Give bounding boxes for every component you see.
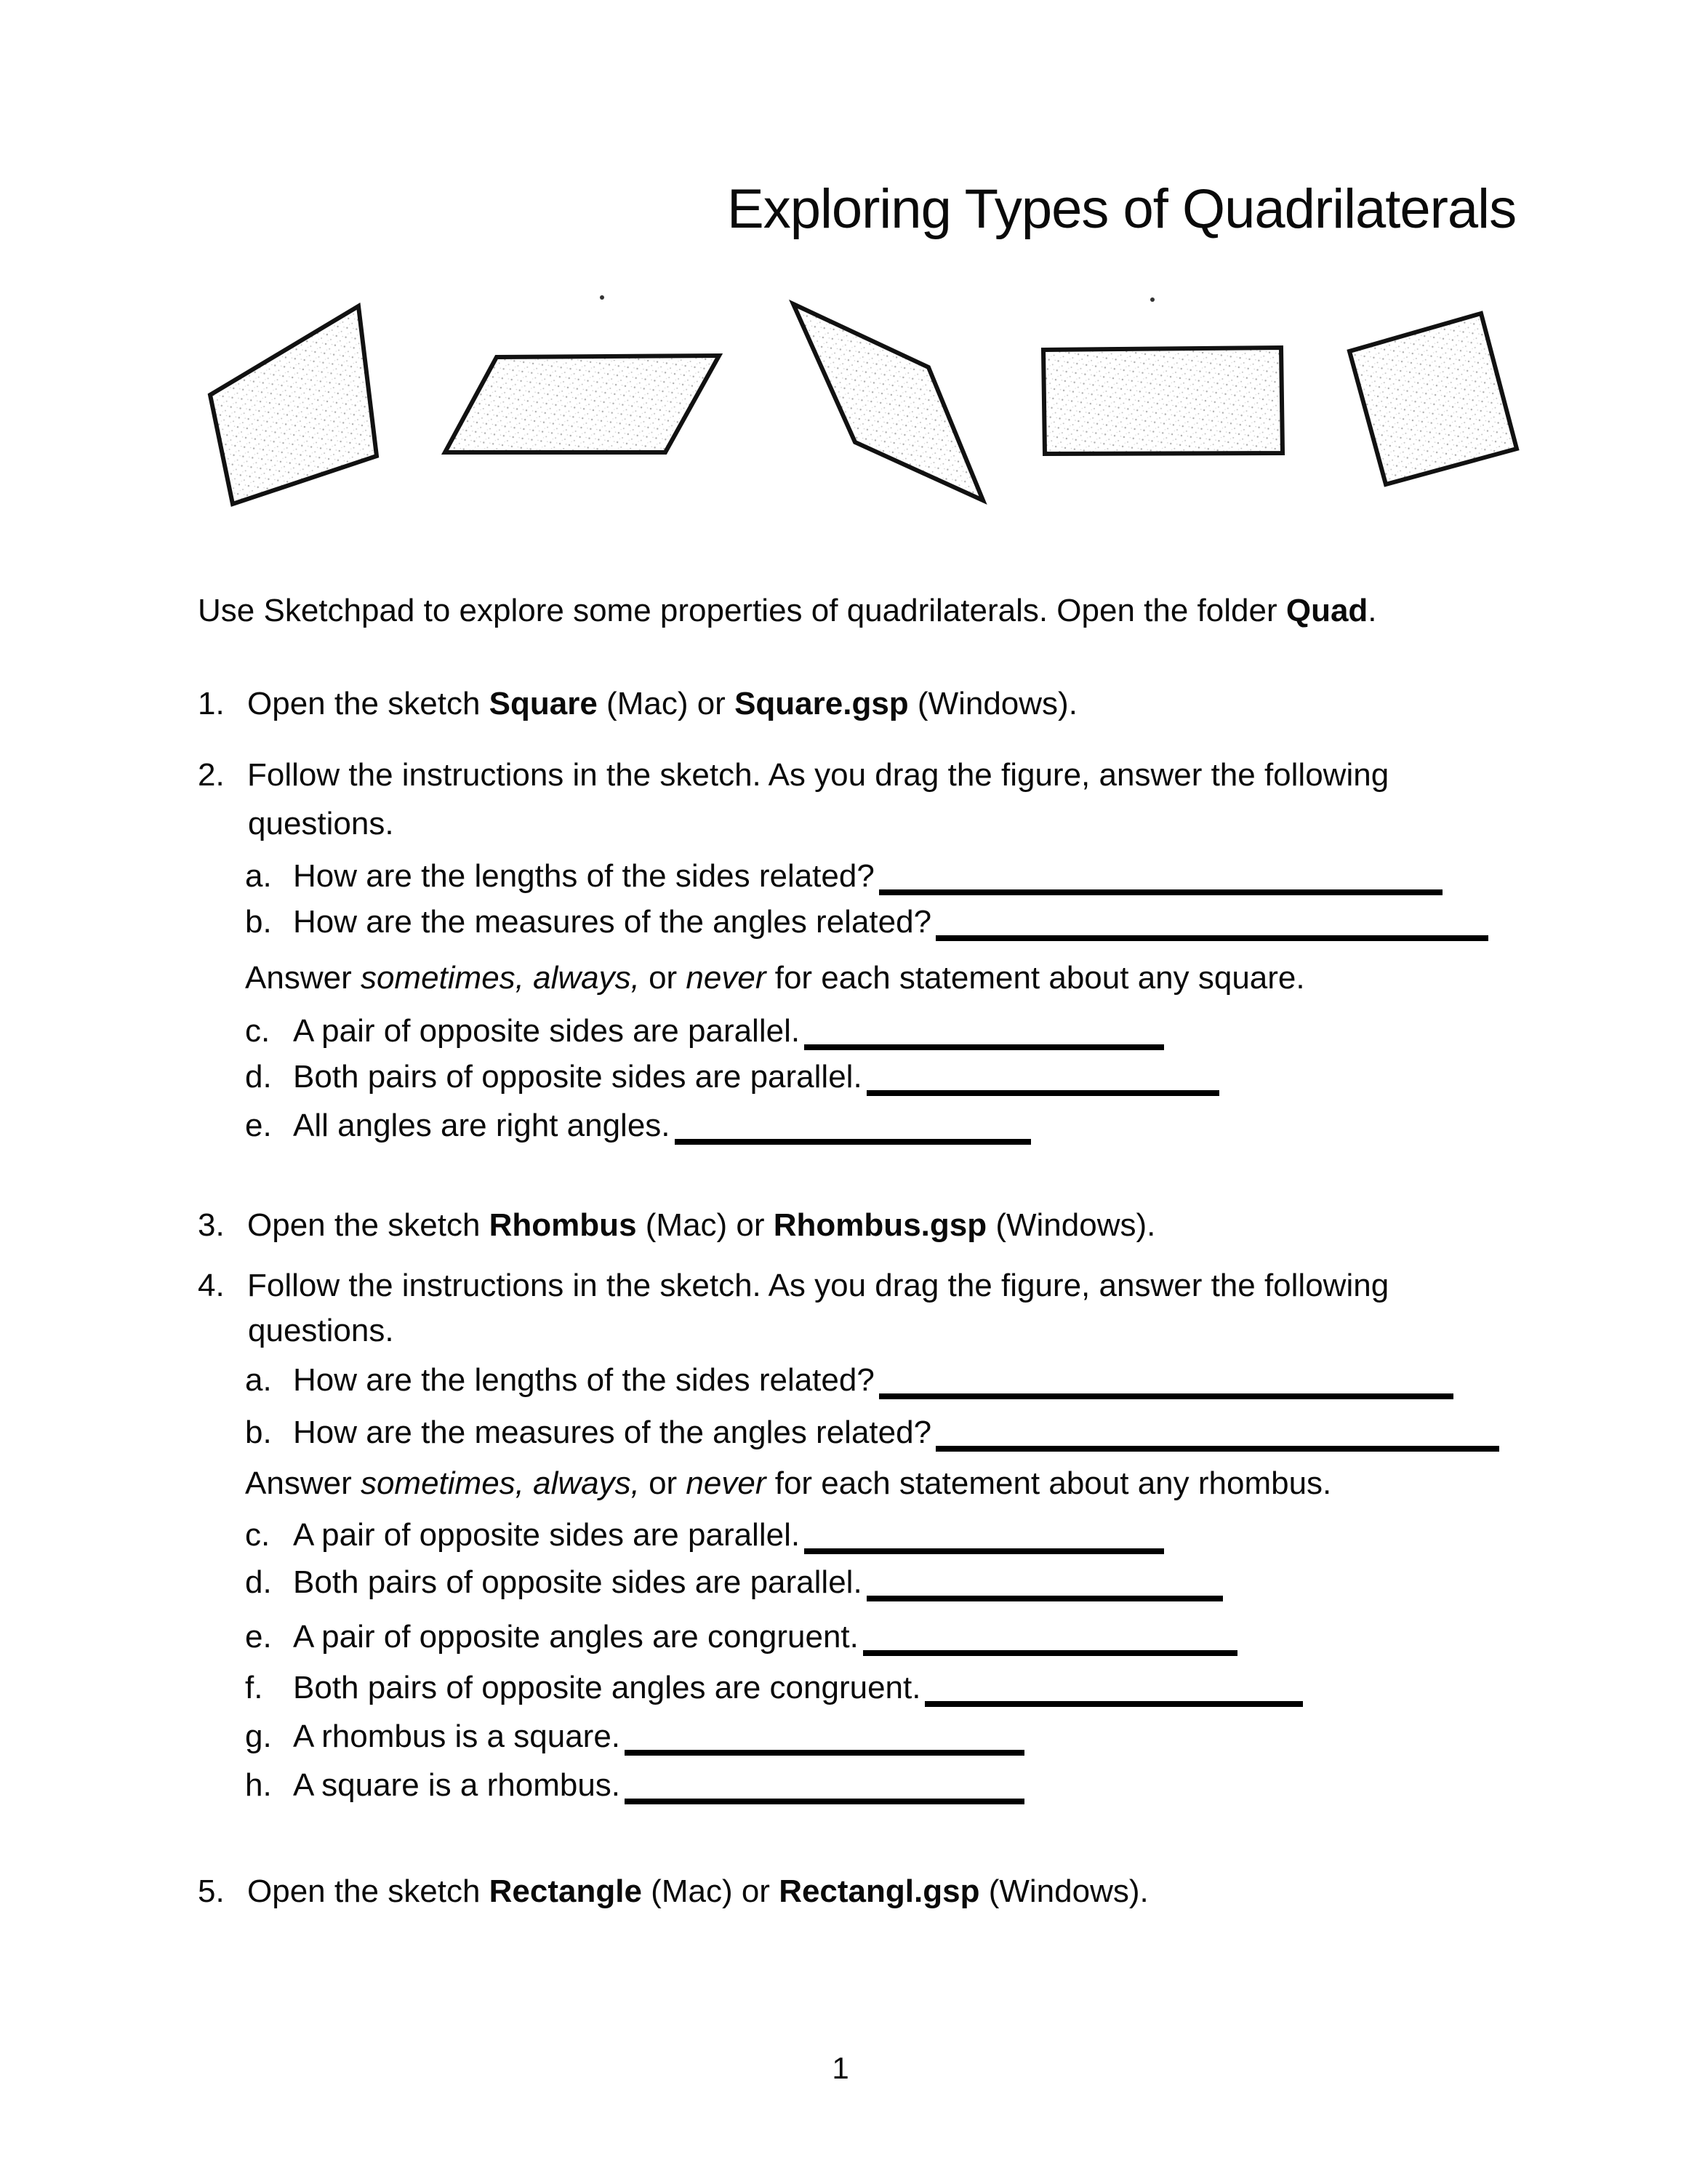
item-4-cont	[248, 1311, 394, 1351]
item-1	[198, 684, 1078, 724]
square-question-d-answer-blank	[867, 1070, 1219, 1096]
item-5-label: 5.	[198, 1873, 225, 1909]
scan-speck-1	[600, 295, 604, 300]
square-question-d	[245, 1057, 1219, 1097]
square-question-a-answer-blank	[879, 869, 1443, 895]
rhombus-question-c-answer-blank	[804, 1528, 1164, 1554]
square-question-d-text: Both pairs of opposite sides are parallel.	[293, 1059, 862, 1095]
item-2-text: Follow the instructions in the sketch. As you drag the figure, answer the following	[247, 757, 1389, 793]
rhombus-question-g-answer-blank	[625, 1729, 1024, 1756]
item-2-cont-text: questions.	[248, 806, 394, 841]
rhombus-question-g	[245, 1716, 1024, 1756]
rhombus-question-d-text: Both pairs of opposite sides are parallel.	[293, 1564, 862, 1600]
rhombus-question-h	[245, 1765, 1024, 1805]
rhombus-question-b-text: How are the measures of the angles related?	[293, 1415, 932, 1450]
rhombus-question-g-text: A rhombus is a square.	[293, 1719, 621, 1754]
square-question-e-label: e.	[245, 1108, 272, 1143]
rhombus-question-f	[245, 1668, 1303, 1708]
item-4-text: Follow the instructions in the sketch. As you drag the figure, answer the following	[247, 1268, 1389, 1303]
square-question-e	[245, 1105, 1031, 1145]
item-3-text: Open the sketch Rhombus (Mac) or Rhombus.gsp (Windows).	[247, 1207, 1156, 1243]
item-4-cont-text: questions.	[248, 1313, 394, 1348]
rhombus-question-d-label: d.	[245, 1564, 272, 1600]
rhombus-question-b-answer-blank	[936, 1425, 1499, 1452]
rhombus-question-f-label: f.	[245, 1670, 263, 1705]
square-answer-note	[245, 958, 1305, 998]
square-question-e-text: All angles are right angles.	[293, 1108, 670, 1143]
rotated-square-sketch	[1349, 313, 1517, 484]
rhombus-question-e-label: e.	[245, 1619, 272, 1655]
square-question-e-answer-blank	[675, 1119, 1031, 1145]
square-question-c	[245, 1011, 1164, 1051]
page-number: 1	[832, 2051, 849, 2085]
item-5	[198, 1871, 1149, 1911]
quadrilateral-sketch-2	[793, 304, 983, 500]
rhombus-answer-note-text: Answer sometimes, always, or never for each statement about any rhombus.	[245, 1465, 1332, 1501]
rhombus-question-e	[245, 1617, 1237, 1657]
parallelogram-sketch	[445, 356, 719, 452]
rhombus-question-h-answer-blank	[625, 1778, 1024, 1804]
square-question-d-label: d.	[245, 1059, 272, 1095]
rhombus-question-e-answer-blank	[863, 1630, 1237, 1656]
item-1-text: Open the sketch Square (Mac) or Square.gsp (Windows).	[247, 686, 1078, 721]
rhombus-question-h-text: A square is a rhombus.	[293, 1767, 621, 1803]
rhombus-question-c-label: c.	[245, 1517, 270, 1553]
rhombus-question-c	[245, 1515, 1164, 1555]
item-3-label: 3.	[198, 1207, 225, 1243]
rectangle-sketch	[1043, 348, 1283, 454]
item-2	[198, 755, 1389, 795]
square-question-c-answer-blank	[804, 1024, 1164, 1050]
rhombus-question-a-text: How are the lengths of the sides related?	[293, 1362, 875, 1398]
rhombus-question-c-text: A pair of opposite sides are parallel.	[293, 1517, 801, 1553]
square-question-b-label: b.	[245, 904, 272, 940]
rhombus-question-d	[245, 1562, 1223, 1602]
item-2-label: 2.	[198, 757, 225, 793]
item-1-label: 1.	[198, 686, 225, 721]
rhombus-question-f-text: Both pairs of opposite angles are congruent.	[293, 1670, 921, 1705]
scan-speck-2	[1150, 297, 1155, 302]
quadrilateral-sketch-1	[210, 306, 377, 504]
rhombus-question-b	[245, 1412, 1499, 1452]
rhombus-question-f-answer-blank	[925, 1681, 1303, 1707]
square-question-a	[245, 856, 1443, 896]
square-question-b-answer-blank	[936, 915, 1488, 941]
rhombus-question-b-label: b.	[245, 1415, 272, 1450]
square-question-b-text: How are the measures of the angles related?	[293, 904, 932, 940]
item-5-text: Open the sketch Rectangle (Mac) or Rectangl.gsp (Windows).	[247, 1873, 1149, 1909]
item-3	[198, 1205, 1155, 1245]
rhombus-answer-note	[245, 1463, 1331, 1503]
rhombus-question-h-label: h.	[245, 1767, 272, 1803]
square-answer-note-text: Answer sometimes, always, or never for each statement about any square.	[245, 960, 1305, 996]
item-4	[198, 1265, 1389, 1305]
intro-paragraph: Use Sketchpad to explore some properties of quadrilaterals. Open the folder Quad.	[198, 593, 1377, 628]
square-question-b	[245, 902, 1488, 942]
rhombus-question-e-text: A pair of opposite angles are congruent.	[293, 1619, 859, 1655]
rhombus-question-g-label: g.	[245, 1719, 272, 1754]
rhombus-question-a	[245, 1360, 1453, 1400]
item-2-cont	[248, 804, 394, 844]
rhombus-question-a-answer-blank	[879, 1373, 1453, 1399]
square-question-c-label: c.	[245, 1013, 270, 1049]
page-title: Exploring Types of Quadrilaterals	[727, 178, 1517, 240]
rhombus-question-d-answer-blank	[867, 1575, 1223, 1601]
item-4-label: 4.	[198, 1268, 225, 1303]
rhombus-question-a-label: a.	[245, 1362, 272, 1398]
square-question-c-text: A pair of opposite sides are parallel.	[293, 1013, 801, 1049]
square-question-a-label: a.	[245, 858, 272, 894]
square-question-a-text: How are the lengths of the sides related?	[293, 858, 875, 894]
